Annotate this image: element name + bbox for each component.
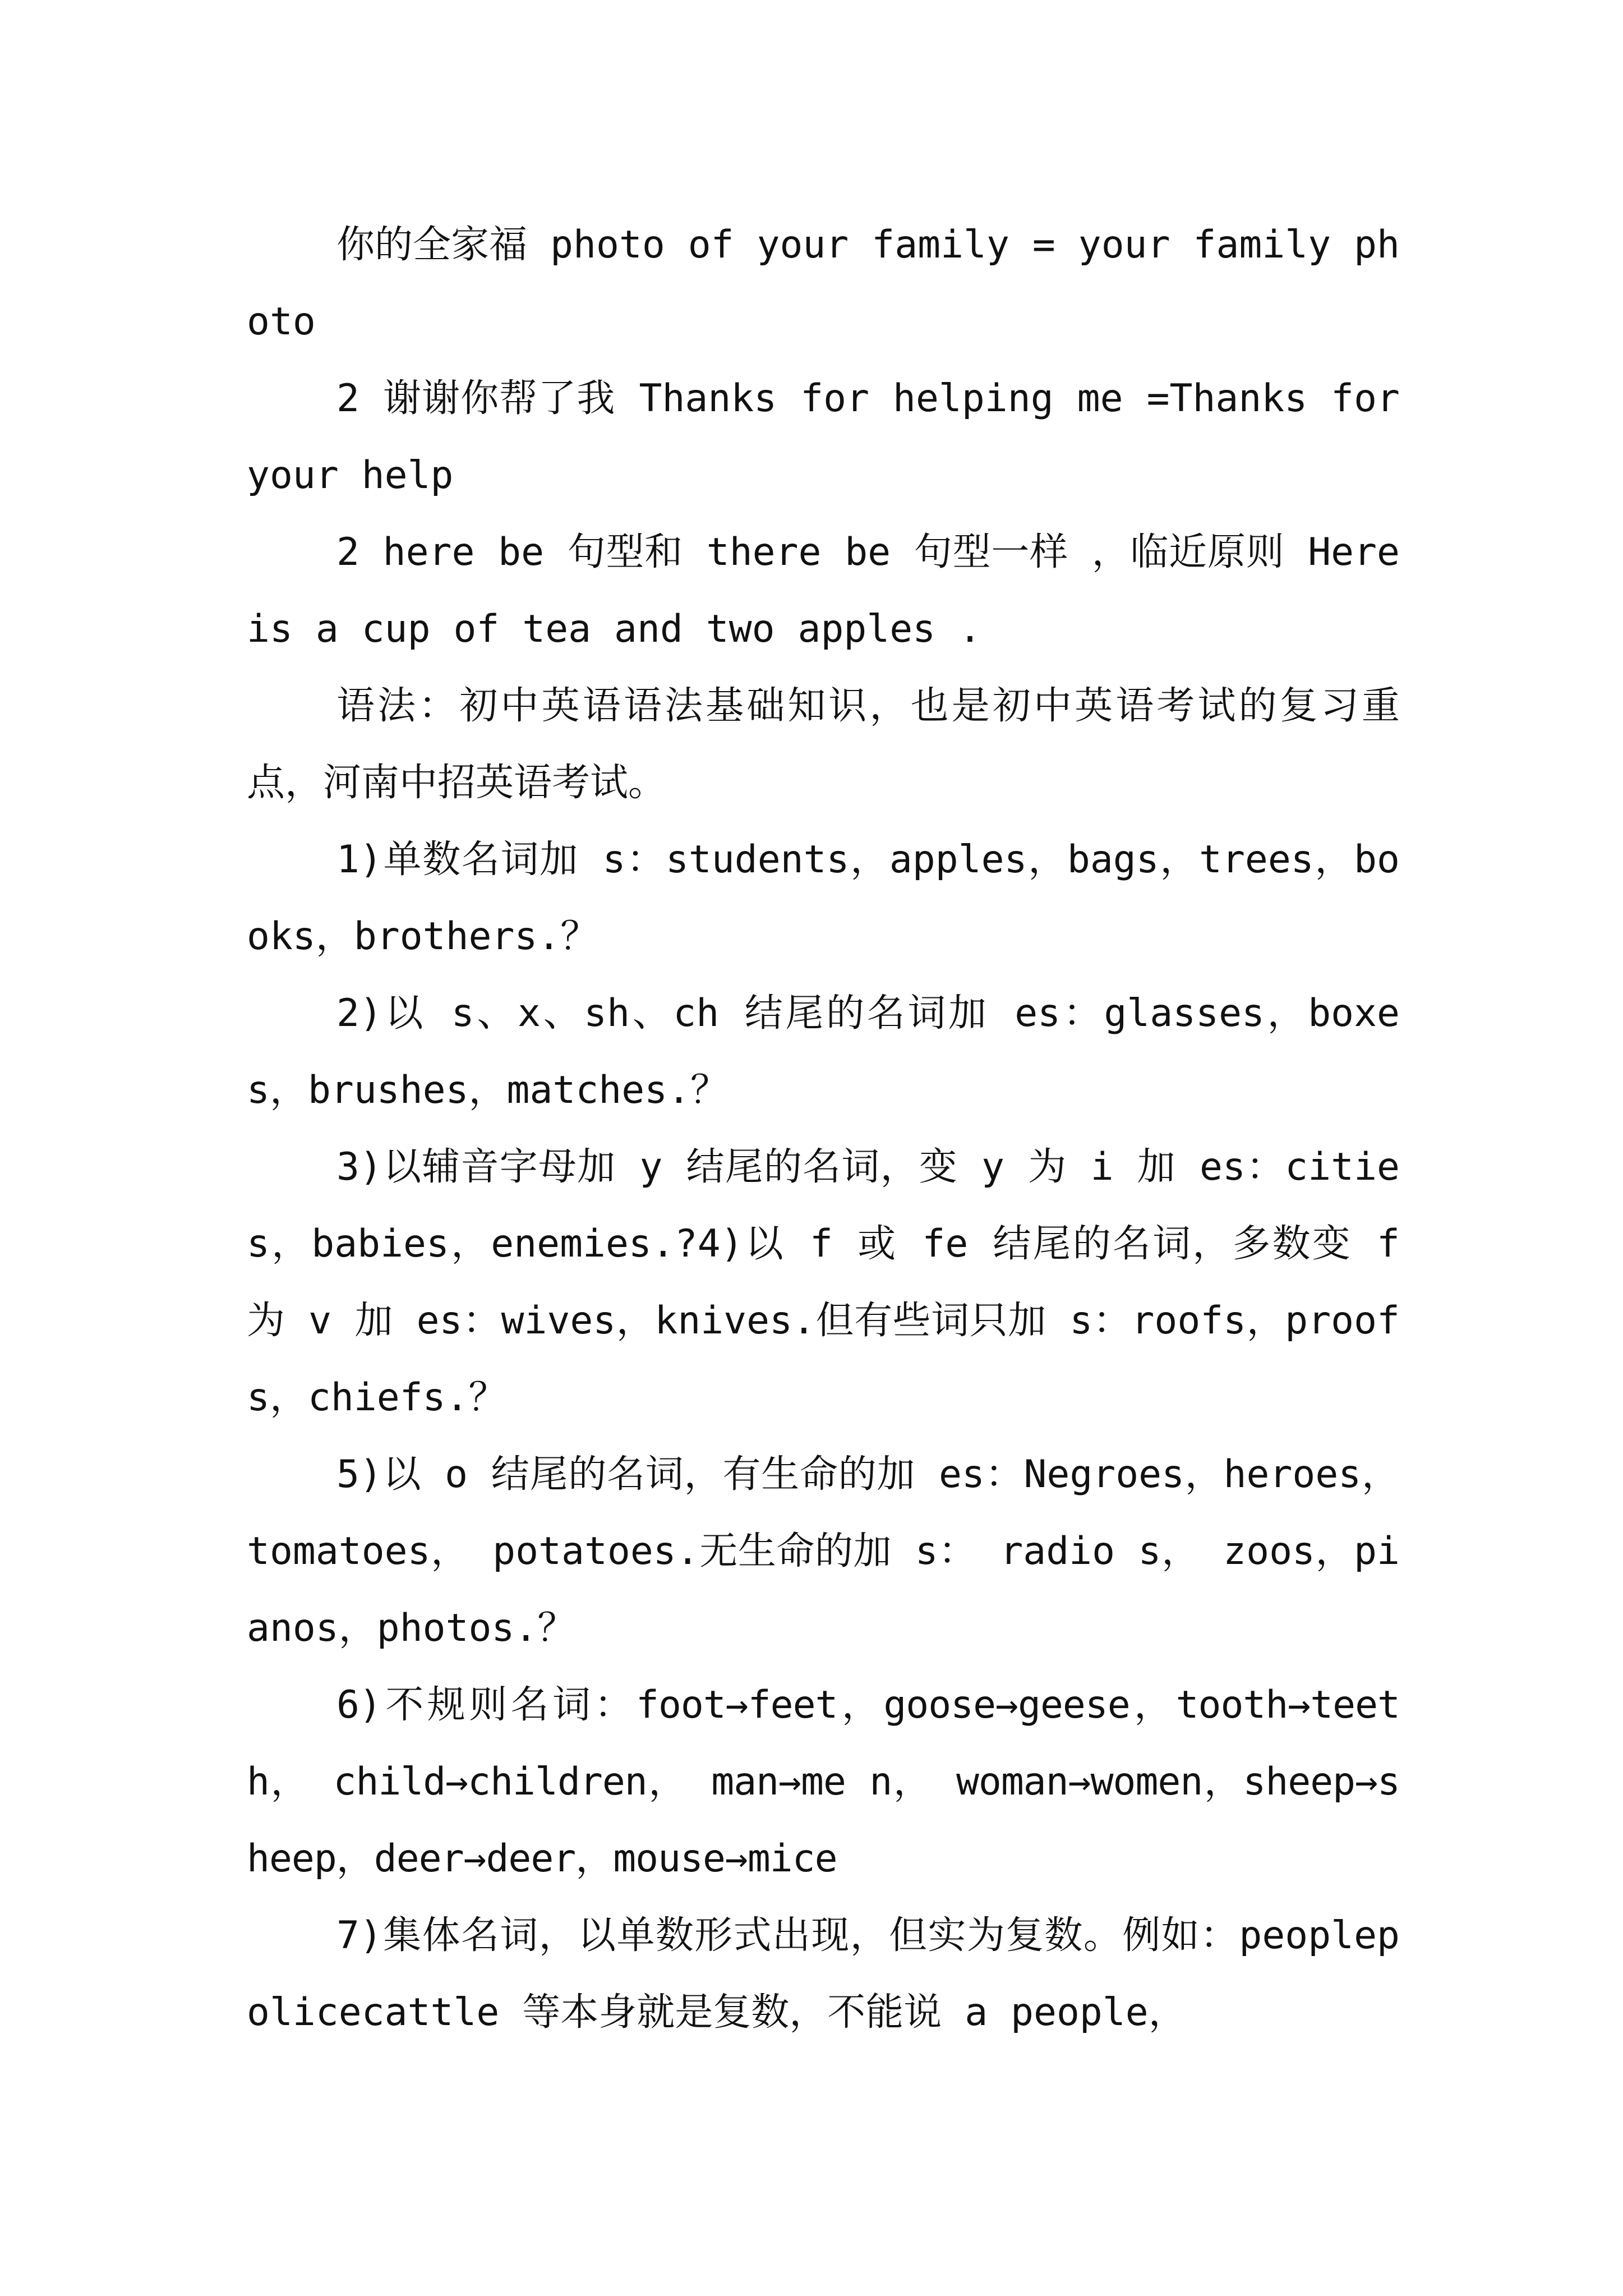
paragraph-family-photo: 你的全家福 photo of your family = your family photo [247,223,1400,344]
paragraph-here-be: 2 here be 句型和 there be 句型一样 ，临近原则 Here is a cup of tea and two apples . [247,530,1400,651]
paragraph-rule-5: 5)以 o 结尾的名词，有生命的加 es：Negroes，heroes，tomatoes， potatoes.无生命的加 s： radio s， zoos，pianos，photos.？ [247,1452,1400,1650]
paragraph-rule-7: 7)集体名词，以单数形式出现，但实为复数。例如：peoplepolicecattle 等本身就是复数，不能说 a people， [247,1913,1400,2035]
paragraph-rule-1: 1)单数名词加 s：students，apples，bags，trees，books，brothers.？ [247,838,1400,959]
paragraph-rule-2: 2)以 s、x、sh、ch 结尾的名词加 es：glasses，boxes，brushes，matches.？ [247,991,1400,1112]
paragraph-rule-3-4: 3)以辅音字母加 y 结尾的名词，变 y 为 i 加 es：cities，babies，enemies.?4)以 f 或 fe 结尾的名词，多数变 f 为 v 加 es：wives，knives.但有些词只加 s：roofs，proof s，chiefs.？ [247,1145,1400,1420]
paragraph-thanks: 2 谢谢你帮了我 Thanks for helping me =Thanks for your help [247,376,1400,498]
document-body [247,206,1400,2051]
paragraph-grammar-intro: 语法：初中英语语法基础知识，也是初中英语考试的复习重点，河南中招英语考试。 [247,684,1400,805]
paragraph-rule-6: 6)不规则名词：foot→feet，goose→geese，tooth→teeth， child→children， man→me n， woman→women，sheep→sheep，deer→deer，mouse→mice [247,1683,1400,1881]
